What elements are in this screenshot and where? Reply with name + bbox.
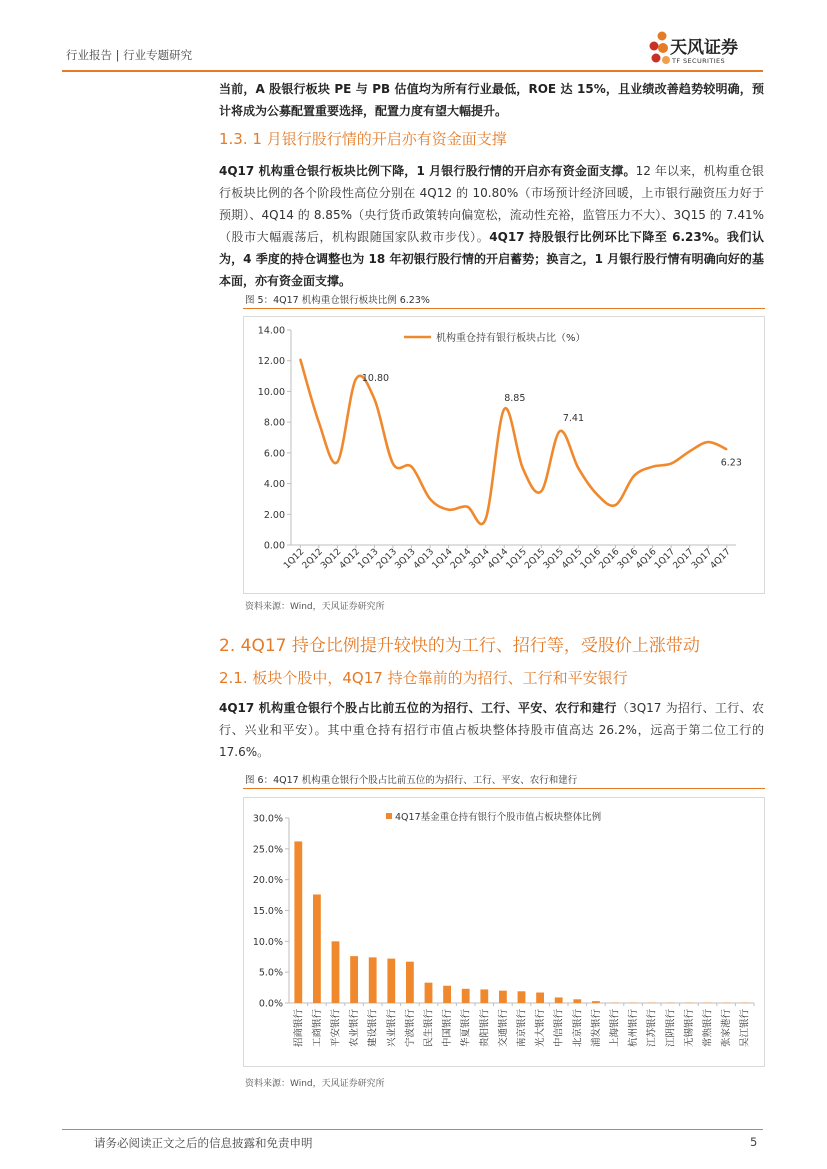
section-1-3-title: 1.3. 1 月银行股行情的开启亦有资金面支撑 bbox=[219, 130, 507, 148]
legend-label: 机构重仓持有银行板块占比（%） bbox=[436, 333, 586, 344]
data-point-4Q13 bbox=[429, 498, 431, 500]
data-point-4Q16 bbox=[652, 466, 654, 468]
section-1-3-paragraph bbox=[219, 160, 764, 292]
data-label-4Q14: 8.85 bbox=[504, 393, 526, 405]
x-tick-label: 中国银行 bbox=[442, 1009, 454, 1048]
x-tick-label: 农业银行 bbox=[349, 1009, 361, 1048]
y-tick-label: 14.00 bbox=[257, 325, 285, 337]
x-tick-label: 3Q12 bbox=[319, 547, 344, 572]
logo-mark-icon bbox=[650, 32, 671, 65]
data-point-2Q12 bbox=[318, 421, 320, 423]
intro-paragraph bbox=[219, 78, 764, 122]
x-tick-label: 2Q13 bbox=[374, 547, 400, 572]
data-point-1Q16 bbox=[596, 494, 598, 496]
logo-text-en: TF SECURITIES bbox=[672, 57, 726, 65]
x-tick-label: 3Q15 bbox=[541, 547, 566, 572]
x-tick-label: 中信银行 bbox=[553, 1009, 565, 1048]
section-2-1-title: 2.1. 板块个股中，4Q17 持仓靠前的为招行、工行和平安银行 bbox=[219, 669, 628, 687]
footer-disclaimer: 请务必阅读正文之后的信息披露和免责申明 bbox=[94, 1136, 313, 1150]
data-point-2Q17 bbox=[689, 451, 691, 453]
y-tick-label: 15.0% bbox=[252, 906, 283, 917]
p1-bold-conclusion: 4Q17 持股银行比例环比下降至 6.23%。我们认为，4 季度的持仓调整也为 18 年初银行股行情的开启蓄势；换言之，1 月银行股行情有明确向好的基本面，亦有资金面支撑。 bbox=[219, 230, 764, 288]
x-tick-label: 招商银行 bbox=[293, 1009, 305, 1048]
figure-6-top-rule bbox=[243, 788, 765, 789]
data-point-2Q14 bbox=[466, 506, 468, 508]
x-tick-label: 4Q12 bbox=[337, 547, 363, 572]
y-tick-label: 8.00 bbox=[263, 417, 285, 429]
x-tick-label: 民生银行 bbox=[423, 1009, 435, 1048]
x-tick-label: 光大银行 bbox=[535, 1009, 547, 1048]
x-tick-label: 4Q16 bbox=[634, 547, 659, 572]
x-tick-label: 2Q12 bbox=[300, 547, 325, 572]
x-tick-label: 北京银行 bbox=[572, 1009, 584, 1048]
y-tick-label: 0.00 bbox=[263, 540, 285, 552]
p2-body: （3Q17 为招行、工行、农行、兴业和平安）。其中重仓持有招行市值占板块整体持股市值高达 26.2%，远高于第二位工行的 17.6%。 bbox=[219, 701, 764, 759]
bar-兴业银行 bbox=[387, 959, 395, 1003]
data-point-1Q14 bbox=[448, 509, 450, 511]
x-tick-label: 1Q12 bbox=[282, 547, 307, 572]
bar-交通银行 bbox=[499, 991, 507, 1003]
logo-text-cn: 天风证券 bbox=[670, 38, 738, 58]
bar-农业银行 bbox=[350, 956, 358, 1003]
y-tick-label: 4.00 bbox=[263, 479, 285, 491]
y-tick-label: 20.0% bbox=[252, 875, 283, 887]
x-tick-label: 南京银行 bbox=[516, 1009, 528, 1048]
figure-5-frame bbox=[243, 316, 765, 594]
data-point-1Q15 bbox=[522, 467, 524, 469]
x-tick-label: 2Q14 bbox=[449, 547, 474, 572]
x-tick-label: 华夏银行 bbox=[460, 1009, 472, 1048]
figure-6-frame bbox=[243, 797, 765, 1067]
y-tick-label: 30.0% bbox=[252, 813, 283, 825]
x-tick-label: 1Q13 bbox=[356, 547, 381, 572]
bar-chart bbox=[244, 798, 764, 1066]
x-tick-label: 4Q17 bbox=[708, 547, 733, 572]
x-tick-label: 江苏银行 bbox=[646, 1009, 658, 1048]
x-tick-label: 交通银行 bbox=[497, 1009, 509, 1048]
bar-招商银行 bbox=[294, 841, 302, 1003]
x-tick-label: 上海银行 bbox=[609, 1009, 621, 1048]
data-point-3Q12 bbox=[337, 461, 339, 463]
data-label-4Q12: 10.80 bbox=[361, 373, 390, 385]
x-tick-label: 工商银行 bbox=[311, 1009, 323, 1048]
x-tick-label: 江阴银行 bbox=[665, 1009, 677, 1048]
x-tick-label: 4Q15 bbox=[560, 547, 585, 572]
y-tick-label: 5.0% bbox=[258, 967, 283, 979]
intro-text: 当前，A 股银行板块 PE 与 PB 估值均为所有行业最低，ROE 达 15%，且业绩改善趋势较明确，预计将成为公募配置重要选择，配置力度有望大幅提升。 bbox=[219, 82, 764, 118]
x-tick-label: 3Q16 bbox=[615, 547, 641, 572]
y-tick-label: 25.0% bbox=[252, 844, 283, 856]
data-point-1Q17 bbox=[670, 463, 672, 465]
x-tick-label: 1Q16 bbox=[578, 547, 604, 572]
x-tick-label: 吴江银行 bbox=[739, 1009, 751, 1048]
data-label-3Q15: 7.41 bbox=[562, 413, 585, 425]
p1-body: 12 年以来，机构重仓银行板块比例的各个阶段性高位分别在 4Q12 的 10.80%（市场预计经济回暖，上市银行融资压力好于预期）、4Q14 的 8.85%（央行货币政策转向偏宽松，流动性充裕，监管压力不大）、3Q15 的 7.41%（股市大幅震荡后，机构跟随国家队救市步伐）。 bbox=[219, 164, 764, 244]
footer-divider bbox=[62, 1129, 763, 1130]
x-tick-label: 1Q14 bbox=[430, 547, 455, 572]
y-tick-label: 10.0% bbox=[252, 936, 283, 948]
breadcrumb: 行业报告 | 行业专题研究 bbox=[66, 48, 193, 62]
data-point-2Q16 bbox=[615, 504, 617, 506]
data-point-3Q16 bbox=[633, 475, 635, 477]
x-tick-label: 1Q15 bbox=[504, 547, 529, 572]
x-tick-label: 4Q14 bbox=[486, 547, 511, 572]
bar-北京银行 bbox=[573, 999, 581, 1003]
x-tick-label: 1Q17 bbox=[652, 547, 678, 572]
data-point-2Q15 bbox=[541, 490, 543, 492]
x-tick-label: 建设银行 bbox=[367, 1009, 379, 1048]
y-tick-label: 6.00 bbox=[263, 448, 285, 460]
p2-bold-lead: 4Q17 机构重仓银行个股占比前五位的为招行、工行、平安、农行和建行 bbox=[219, 701, 617, 715]
x-tick-label: 4Q13 bbox=[411, 547, 437, 572]
legend-label: 4Q17基金重仓持有银行个股市值占板块整体比例 bbox=[395, 812, 602, 823]
data-label-4Q17: 6.23 bbox=[720, 457, 742, 469]
x-tick-label: 宁波银行 bbox=[404, 1009, 416, 1048]
x-tick-label: 贵阳银行 bbox=[479, 1009, 491, 1048]
bar-建设银行 bbox=[369, 957, 377, 1003]
bar-宁波银行 bbox=[406, 962, 414, 1003]
data-point-2Q13 bbox=[392, 463, 394, 465]
section-2-title: 2. 4Q17 持仓比例提升较快的为工行、招行等，受股价上涨带动 bbox=[219, 636, 700, 656]
bar-南京银行 bbox=[518, 991, 526, 1003]
bar-浦发银行 bbox=[592, 1001, 600, 1003]
x-tick-label: 2Q15 bbox=[523, 547, 548, 572]
data-point-3Q17 bbox=[707, 441, 709, 443]
x-tick-label: 3Q13 bbox=[393, 547, 418, 572]
bar-平安银行 bbox=[332, 941, 340, 1003]
figure-5-caption: 图 5：4Q17 机构重仓银行板块比例 6.23% bbox=[245, 295, 430, 306]
figure-5-source: 资料来源：Wind，天风证券研究所 bbox=[245, 602, 385, 612]
figure-6-caption: 图 6：4Q17 机构重仓银行个股占比前五位的为招行、工行、平安、农行和建行 bbox=[245, 775, 578, 786]
data-point-4Q15 bbox=[578, 467, 580, 469]
x-tick-label: 3Q14 bbox=[467, 547, 492, 572]
bar-华夏银行 bbox=[462, 989, 470, 1003]
y-tick-label: 12.00 bbox=[257, 356, 285, 368]
page-number: 5 bbox=[750, 1135, 758, 1149]
section-2-1-paragraph bbox=[219, 697, 764, 763]
x-tick-label: 浦发银行 bbox=[590, 1009, 602, 1048]
bar-民生银行 bbox=[425, 983, 433, 1003]
bar-光大银行 bbox=[536, 993, 544, 1003]
data-point-1Q12 bbox=[299, 358, 301, 360]
data-point-3Q13 bbox=[411, 466, 413, 468]
p1-bold-lead: 4Q17 机构重仓银行板块比例下降，1 月银行股行情的开启亦有资金面支撑。 bbox=[219, 164, 636, 178]
legend-swatch bbox=[386, 813, 392, 819]
x-tick-label: 兴业银行 bbox=[386, 1009, 398, 1048]
x-tick-label: 2Q17 bbox=[671, 547, 696, 572]
x-tick-label: 无锡银行 bbox=[683, 1009, 695, 1048]
data-point-4Q17 bbox=[726, 449, 728, 451]
data-point-4Q12 bbox=[355, 378, 357, 380]
figure-6-source: 资料来源：Wind，天风证券研究所 bbox=[245, 1079, 385, 1089]
y-tick-label: 0.0% bbox=[258, 998, 283, 1010]
x-tick-label: 2Q16 bbox=[597, 547, 622, 572]
x-tick-label: 3Q17 bbox=[690, 547, 715, 572]
bar-工商银行 bbox=[313, 894, 321, 1003]
data-point-4Q14 bbox=[503, 408, 505, 410]
y-tick-label: 2.00 bbox=[263, 509, 285, 521]
data-point-1Q13 bbox=[374, 398, 376, 400]
y-tick-label: 10.00 bbox=[257, 386, 285, 398]
data-point-3Q14 bbox=[485, 518, 487, 520]
x-tick-label: 杭州银行 bbox=[628, 1009, 640, 1048]
x-tick-label: 张家港行 bbox=[721, 1009, 733, 1048]
x-tick-label: 常熟银行 bbox=[702, 1009, 714, 1048]
bar-中国银行 bbox=[443, 986, 451, 1003]
line-chart bbox=[244, 317, 764, 593]
bar-贵阳银行 bbox=[480, 989, 488, 1003]
x-tick-label: 平安银行 bbox=[330, 1009, 342, 1048]
figure-5-top-rule bbox=[243, 308, 765, 309]
data-point-3Q15 bbox=[559, 430, 561, 432]
header-divider bbox=[62, 70, 763, 72]
bar-中信银行 bbox=[555, 997, 563, 1003]
